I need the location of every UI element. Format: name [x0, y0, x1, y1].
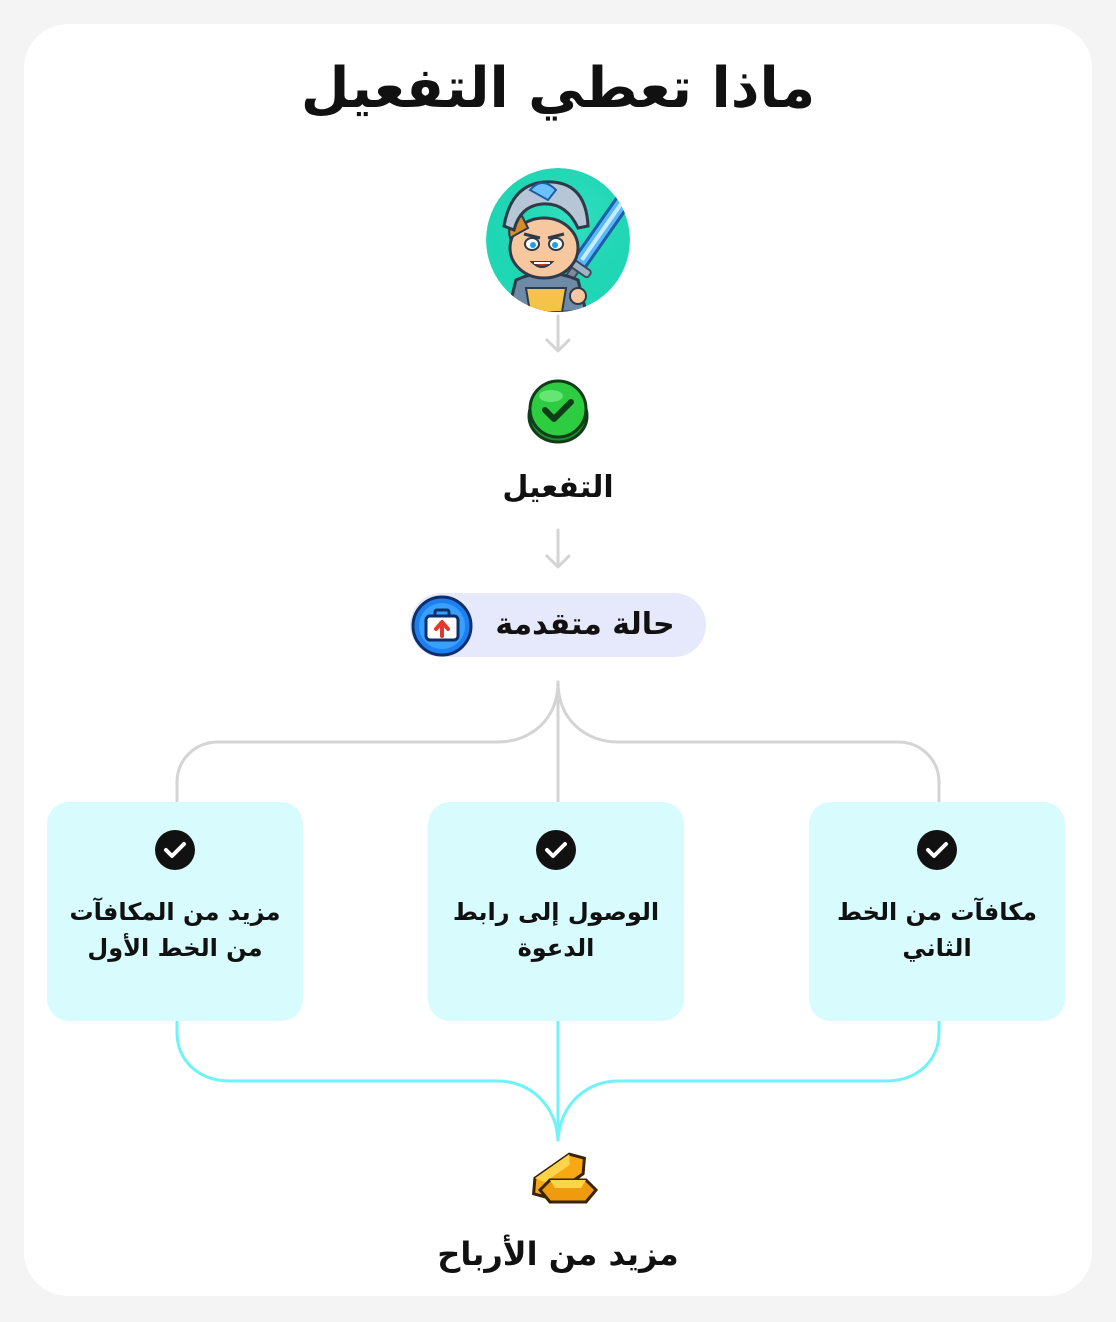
- profits-label: مزيد من الأرباح: [437, 1235, 679, 1273]
- briefcase-upgrade-icon: [411, 595, 473, 657]
- benefit-text: مكافآت من الخط الثاني: [836, 898, 1038, 962]
- merge-right: [558, 1022, 939, 1140]
- gold-bars-icon: [520, 1140, 598, 1212]
- green-check-icon: [527, 378, 589, 444]
- status-label: حالة متقدمة: [495, 607, 675, 642]
- benefit-box-second-line: [809, 802, 1065, 1021]
- check-circle-icon: [917, 830, 957, 870]
- check-circle-icon: [155, 830, 195, 870]
- benefit-text: مزيد من المكافآت من الخط الأول: [69, 898, 281, 962]
- page-title: ماذا تعطي التفعيل: [300, 56, 816, 121]
- benefit-box-invite-link: [428, 802, 684, 1021]
- merge-left: [177, 1022, 558, 1140]
- benefit-box-first-line: [47, 802, 303, 1021]
- check-circle-icon: [536, 830, 576, 870]
- knight-avatar: [486, 168, 630, 312]
- knight-avatar-icon: [486, 168, 630, 312]
- branch-left: [177, 682, 558, 801]
- branch-right: [558, 682, 939, 801]
- activation-label: التفعيل: [502, 470, 614, 505]
- benefit-text: الوصول إلى رابط الدعوة: [452, 898, 660, 962]
